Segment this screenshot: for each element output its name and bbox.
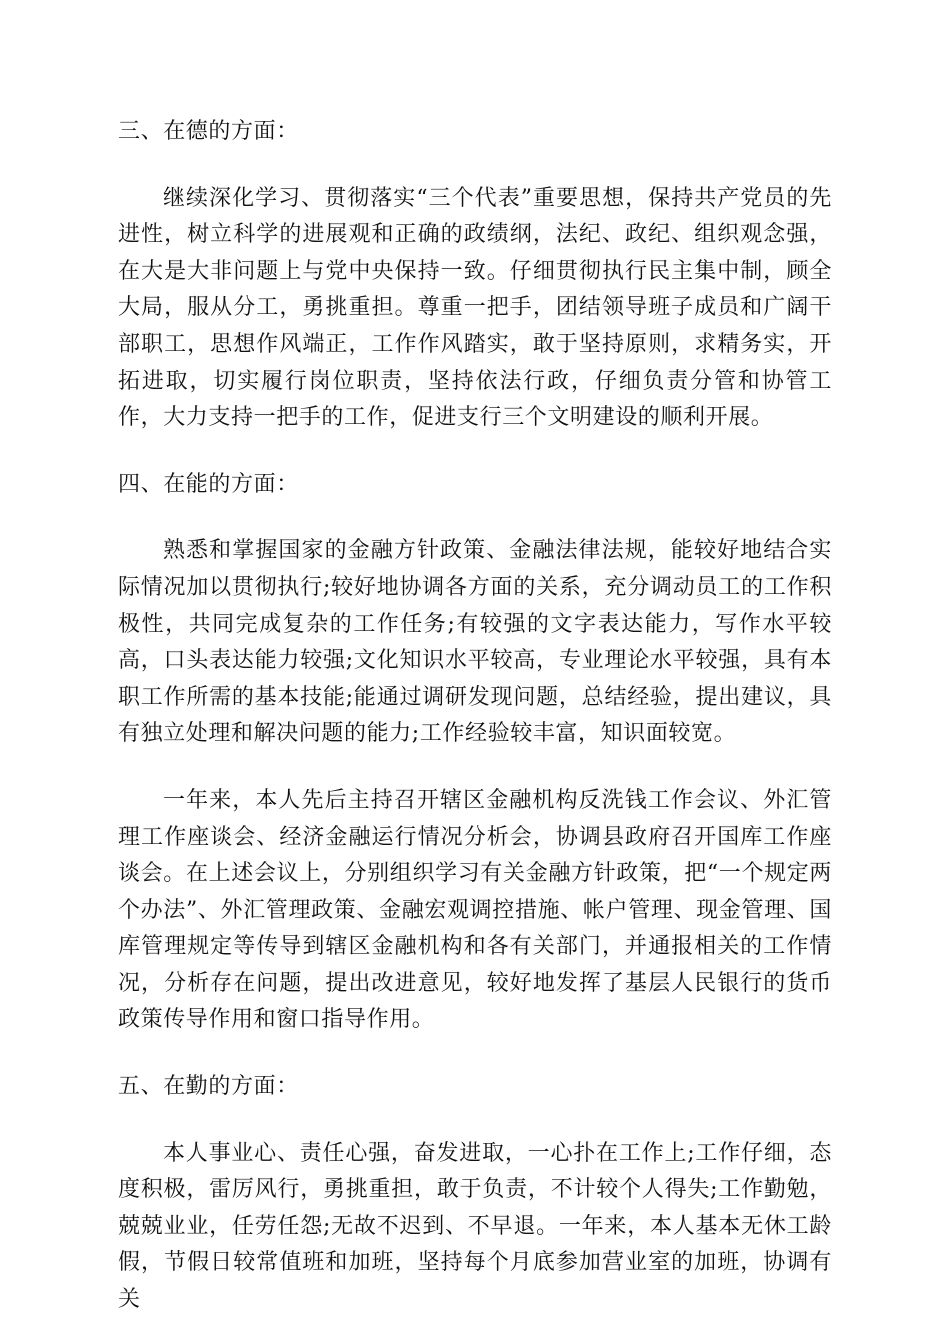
section-heading-ability: 四、在能的方面： [118,471,299,497]
paragraph-ability-2: 一年来，本人先后主持召开辖区金融机构反洗钱工作会议、外汇管理工作座谈会、经济金融运行情况分析会，协调县政府召开国库工作座谈会。在上述会议上，分别组织学习有关金融方针政策，把“一个规定两个办法”、外汇管理政策、金融宏观调控措施、帐户管理、现金管理、国库管理规定等传导到辖区金融机构和各有关部门，并通报相关的工作情况，分析存在问题，提出改进意见，较好地发挥了基层人民银行的货币政策传导作用和窗口指导作用。 [118,787,832,1033]
paragraph-virtue: 继续深化学习、贯彻落实“三个代表”重要思想，保持共产党员的先进性，树立科学的进展观和正确的政绩纲，法纪、政纪、组织观念强，在大是大非问题上与党中央保持一致。仔细贯彻执行民主集中制，顾全大局，服从分工，勇挑重担。尊重一把手，团结领导班子成员和广阔干部职工，思想作风端正，工作作风踏实，敢于坚持原则，求精务实，开拓进取，切实履行岗位职责，坚持依法行政，仔细负责分管和协管工作，大力支持一把手的工作，促进支行三个文明建设的顺利开展。 [118,185,832,431]
paragraph-diligence: 本人事业心、责任心强，奋发进取，一心扑在工作上;工作仔细，态度积极，雷厉风行，勇挑重担，敢于负责，不计较个人得失;工作勤勉，兢兢业业，任劳任怨;无故不迟到、不早退。一年来，本人基本无休工龄假，节假日较常值班和加班，坚持每个月底参加营业室的加班，协调有关 [118,1140,832,1313]
section-heading-virtue: 三、在德的方面： [118,119,299,144]
section-heading-diligence: 五、在勤的方面： [118,1074,299,1100]
paragraph-ability-1: 熟悉和掌握国家的金融方针政策、金融法律法规，能较好地结合实际情况加以贯彻执行;较好地协调各方面的关系，充分调动员工的工作积极性，共同完成复杂的工作任务;有较强的文字表达能力，写作水平较高，口头表达能力较强;文化知识水平较高，专业理论水平较强，具有本职工作所需的基本技能;能通过调研发现问题，总结经验，提出建议，具有独立处理和解决问题的能力;工作经验较丰富，知识面较宽。 [118,538,832,747]
document-body [118,114,832,1319]
